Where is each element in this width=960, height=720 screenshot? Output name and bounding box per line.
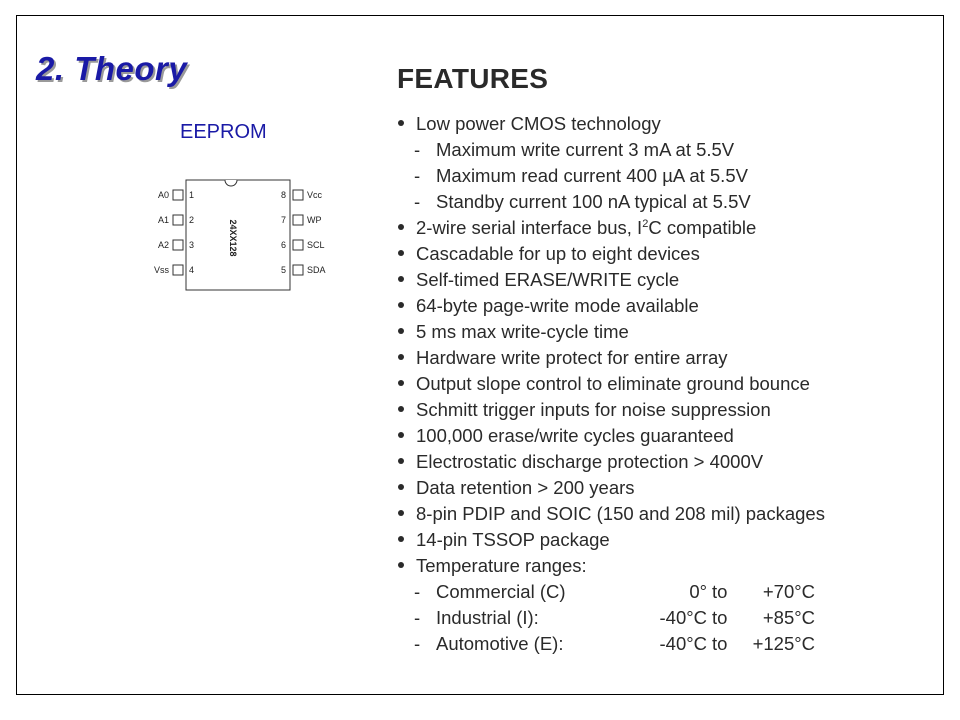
bullet-icon (394, 475, 408, 501)
pin-box-1 (173, 190, 183, 200)
dash-icon: - (414, 607, 421, 628)
pin-box-5 (293, 265, 303, 275)
pin-num-7: 7 (281, 215, 287, 225)
pin-box-2 (173, 215, 183, 225)
pin-name-a1: A1 (157, 215, 169, 225)
list-item (394, 397, 914, 423)
temperature-row (394, 631, 914, 657)
pin-box-4 (173, 265, 183, 275)
temp-range-name: Commercial (C) (436, 581, 566, 602)
temp-to: to (712, 607, 728, 628)
list-item (394, 501, 914, 527)
bullet-icon (394, 553, 408, 579)
pin-num-6: 6 (281, 240, 287, 250)
feature-text: 100,000 erase/write cycles guaranteed (416, 425, 734, 446)
list-item (394, 293, 914, 319)
i2c-superscript: 2 (642, 217, 649, 230)
temp-high: +70°C (762, 581, 815, 602)
temp-low: 0° (689, 581, 707, 602)
pin-name-wp: WP (307, 215, 322, 225)
feature-text: Cascadable for up to eight devices (416, 243, 700, 264)
list-item (394, 371, 914, 397)
bullet-icon (394, 215, 408, 241)
feature-text: Standby current 100 nA typical at 5.5V (436, 191, 751, 212)
temp-low: -40°C (659, 607, 707, 628)
list-item (394, 475, 914, 501)
pin-num-2: 2 (189, 215, 195, 225)
list-item (394, 553, 914, 579)
pin-name-scl: SCL (307, 240, 325, 250)
bullet-icon (394, 267, 408, 293)
feature-text: 8-pin PDIP and SOIC (150 and 208 mil) packages (416, 503, 825, 524)
list-item (394, 215, 914, 241)
feature-text: Temperature ranges: (416, 555, 587, 576)
slide-title: 2. Theory (36, 50, 188, 87)
pin-num-4: 4 (189, 265, 195, 275)
feature-text: Data retention > 200 years (416, 477, 635, 498)
dash-icon: - (414, 633, 421, 654)
bullet-icon (394, 345, 408, 371)
pin-name-vcc: Vcc (307, 190, 323, 200)
list-subitem (394, 137, 914, 163)
temperature-row (394, 579, 914, 605)
temp-range-name: Industrial (I): (436, 607, 539, 628)
feature-text-i2c (416, 215, 756, 241)
chip-label: EEPROM (180, 121, 267, 143)
feature-text: Maximum read current 400 µA at 5.5V (436, 165, 748, 186)
temp-high: +85°C (762, 607, 815, 628)
pin-name-vss: Vss (153, 265, 169, 275)
feature-text: Electrostatic discharge protection > 4000V (416, 451, 764, 472)
feature-text: Maximum write current 3 mA at 5.5V (436, 139, 735, 160)
pin-name-a2: A2 (157, 240, 169, 250)
bullet-icon (394, 241, 408, 267)
list-item (394, 111, 914, 137)
temp-to: to (712, 581, 728, 602)
temp-low: -40°C (659, 633, 707, 654)
pin-name-a0: A0 (157, 190, 169, 200)
dash-icon: - (414, 139, 421, 160)
pin-box-6 (293, 240, 303, 250)
feature-text: Low power CMOS technology (416, 113, 661, 134)
bullet-icon (394, 527, 408, 553)
pin-num-8: 8 (281, 190, 287, 200)
feature-text: Output slope control to eliminate ground bounce (416, 373, 810, 394)
bullet-icon (394, 397, 408, 423)
list-subitem (394, 189, 914, 215)
bullet-icon (394, 319, 408, 345)
dash-icon: - (414, 165, 421, 186)
pin-num-3: 3 (189, 240, 195, 250)
left-pin-boxes (173, 190, 183, 275)
pin-box-3 (173, 240, 183, 250)
feature-text: Self-timed ERASE/WRITE cycle (416, 269, 680, 290)
pin-box-8 (293, 190, 303, 200)
bullet-icon (394, 501, 408, 527)
temperature-row (394, 605, 914, 631)
dash-icon: - (414, 191, 421, 212)
temp-high: +125°C (752, 633, 815, 654)
list-item (394, 319, 914, 345)
list-item (394, 449, 914, 475)
bullet-icon (394, 371, 408, 397)
list-item (394, 423, 914, 449)
pin-num-5: 5 (281, 265, 287, 275)
right-pin-boxes (293, 190, 303, 275)
feature-text: Schmitt trigger inputs for noise suppression (416, 399, 771, 420)
bullet-icon (394, 293, 408, 319)
list-item (394, 345, 914, 371)
feature-text: Hardware write protect for entire array (416, 347, 728, 368)
feature-text: 5 ms max write-cycle time (416, 321, 629, 342)
feature-text-part: 2-wire serial interface bus, I (416, 217, 643, 238)
feature-text: 64-byte page-write mode available (416, 295, 699, 316)
bullet-icon (394, 111, 408, 137)
features-title: FEATURES (397, 63, 549, 94)
list-item (394, 267, 914, 293)
list-subitem (394, 163, 914, 189)
list-item (394, 241, 914, 267)
chip-part-number: 24XX128 (228, 219, 238, 257)
pin-name-sda: SDA (307, 265, 326, 275)
features-list (394, 111, 914, 657)
bullet-icon (394, 423, 408, 449)
pin-box-7 (293, 215, 303, 225)
feature-text: 14-pin TSSOP package (416, 529, 610, 550)
temp-range-name: Automotive (E): (436, 633, 564, 654)
dash-icon: - (414, 581, 421, 602)
bullet-icon (394, 449, 408, 475)
pin-num-1: 1 (189, 190, 195, 200)
feature-text-part: C compatible (648, 217, 757, 238)
eeprom-pinout-diagram (140, 178, 340, 298)
list-item (394, 527, 914, 553)
temp-to: to (712, 633, 728, 654)
